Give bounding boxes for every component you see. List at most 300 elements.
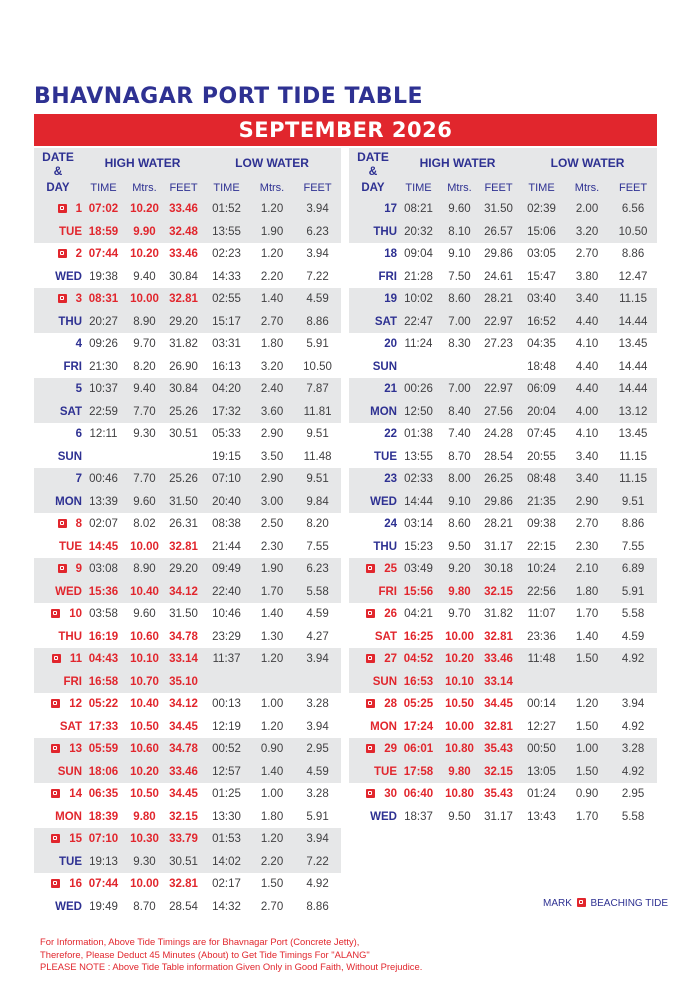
hw-feet-cell: 34.12 [164,581,203,604]
date-number: 10 [69,608,82,621]
lw-feet-cell: 11.15 [609,446,657,469]
lw-feet-cell: 6.89 [609,558,657,581]
lw-time-cell: 17:32 [203,401,250,424]
lw-mtrs-cell: 2.70 [250,896,294,919]
day-cell: FRI [349,581,397,604]
lw-time-cell: 20:04 [518,401,565,424]
hw-mtrs-cell: 8.90 [125,311,164,334]
hw-feet-cell: 32.48 [164,221,203,244]
hw-mtrs-cell: 8.40 [440,401,479,424]
tide-row [349,311,657,334]
lw-feet-cell: 10.50 [294,356,341,379]
hw-time-cell [397,356,440,379]
low-water-header: LOW WATER [518,148,657,178]
low-water-header: LOW WATER [203,148,341,178]
day-cell: SAT [34,716,82,739]
hw-mtrs-cell: 8.60 [440,288,479,311]
lw-feet-cell: 8.86 [294,896,341,919]
hw-time-cell: 16:25 [397,626,440,649]
hw-mtrs-cell: 9.80 [440,581,479,604]
lw-time-cell: 02:23 [203,243,250,266]
hw-time-cell: 19:13 [82,851,125,874]
hw-feet-cell: 32.81 [164,536,203,559]
hw-mtrs-cell: 7.70 [125,401,164,424]
lw-feet-cell: 7.87 [294,378,341,401]
lw-mtrs-cell: 2.70 [565,513,609,536]
lw-feet-cell: 3.28 [609,738,657,761]
lw-mtrs-cell: 1.50 [565,761,609,784]
date-number: 22 [384,428,397,441]
hw-mtrs-cell: 10.60 [125,738,164,761]
high-water-header: HIGH WATER [82,148,203,178]
lw-time-cell [518,671,565,694]
hw-feet-cell: 26.90 [164,356,203,379]
hw-feet-cell: 28.21 [479,513,518,536]
hw-time-cell: 16:53 [397,671,440,694]
hw-feet-cell [479,356,518,379]
hw-mtrs-cell: 8.70 [440,446,479,469]
lw-time-cell: 23:29 [203,626,250,649]
amp-header: & [53,164,63,178]
lw-time-cell: 18:48 [518,356,565,379]
hw-mtrs-cell: 10.20 [440,648,479,671]
hw-feet-cell: 33.14 [164,648,203,671]
tide-row [34,356,341,379]
hw-feet-cell: 29.86 [479,491,518,514]
date-number: 25 [384,563,397,576]
hw-feet-cell: 26.25 [479,468,518,491]
lw-time-cell: 03:31 [203,333,250,356]
hw-feet-cell: 34.78 [164,738,203,761]
hw-feet-header: FEET [164,178,203,198]
date-cell [349,243,397,266]
lw-feet-cell: 14.44 [609,356,657,379]
date-day-header [34,148,82,178]
hw-time-cell: 03:08 [82,558,125,581]
lw-mtrs-cell: 3.50 [250,446,294,469]
lw-time-cell: 22:40 [203,581,250,604]
lw-time-cell: 13:30 [203,806,250,829]
lw-mtrs-cell: 0.90 [565,783,609,806]
tide-row [34,806,341,829]
hw-feet-cell: 34.45 [164,783,203,806]
hw-mtrs-cell: 10.80 [440,783,479,806]
lw-mtrs-cell: 3.60 [250,401,294,424]
lw-mtrs-cell: 2.30 [565,536,609,559]
lw-mtrs-cell [565,671,609,694]
lw-feet-cell: 4.92 [294,873,341,896]
tide-row [349,468,657,491]
lw-mtrs-cell: 1.70 [565,806,609,829]
hw-feet-cell: 28.54 [479,446,518,469]
hw-time-cell: 07:02 [82,198,125,221]
amp-header: & [368,164,378,178]
hw-mtrs-cell: 9.20 [440,558,479,581]
lw-time-cell: 22:15 [518,536,565,559]
beaching-tide-mark-icon [52,654,61,663]
lw-time-cell: 02:55 [203,288,250,311]
hw-mtrs-cell: 7.00 [440,311,479,334]
hw-mtrs-cell: 8.90 [125,558,164,581]
hw-mtrs-cell: 9.60 [440,198,479,221]
lw-feet-cell: 3.94 [609,693,657,716]
date-cell [34,198,82,221]
beaching-tide-mark-icon [51,699,60,708]
hw-feet-cell: 33.46 [164,243,203,266]
lw-feet-cell: 13.12 [609,401,657,424]
hw-time-cell: 17:24 [397,716,440,739]
lw-mtrs-cell [250,671,294,694]
hw-mtrs-cell: 7.40 [440,423,479,446]
lw-mtrs-cell: 4.40 [565,378,609,401]
hw-feet-cell: 24.28 [479,423,518,446]
lw-mtrs-cell: 1.20 [565,693,609,716]
lw-time-cell: 13:55 [203,221,250,244]
date-day-header [349,148,397,178]
date-number: 16 [69,878,82,891]
lw-time-cell: 12:19 [203,716,250,739]
hw-feet-cell: 35.10 [164,671,203,694]
date-cell [34,603,82,626]
hw-feet-cell: 33.46 [479,648,518,671]
date-cell [349,693,397,716]
lw-mtrs-cell: 2.20 [250,851,294,874]
beaching-tide-mark-icon [58,249,67,258]
hw-mtrs-cell: 9.30 [125,851,164,874]
tide-row [34,603,341,626]
hw-time-cell: 16:19 [82,626,125,649]
hw-feet-cell: 34.78 [164,626,203,649]
date-cell [349,198,397,221]
lw-mtrs-cell: 1.40 [250,288,294,311]
lw-feet-cell: 2.95 [294,738,341,761]
lw-feet-cell: 4.59 [609,626,657,649]
tide-row [34,783,341,806]
hw-time-cell: 14:44 [397,491,440,514]
tide-row [34,896,341,919]
day-cell: MON [349,716,397,739]
lw-time-cell: 11:37 [203,648,250,671]
tide-row [349,603,657,626]
lw-mtrs-cell: 1.00 [250,693,294,716]
tide-row [349,761,657,784]
lw-time-cell: 09:38 [518,513,565,536]
lw-time-cell: 07:10 [203,468,250,491]
date-number: 24 [384,518,397,531]
beaching-tide-mark-icon [58,204,67,213]
date-cell [349,468,397,491]
date-header: DATE [357,150,389,164]
date-cell [34,648,82,671]
hw-feet-cell [164,446,203,469]
hw-feet-cell: 31.17 [479,806,518,829]
lw-mtrs-cell: 1.80 [250,806,294,829]
hw-mtrs-cell [440,356,479,379]
date-cell [34,738,82,761]
lw-feet-cell: 7.22 [294,851,341,874]
hw-time-cell: 18:37 [397,806,440,829]
lw-mtrs-cell: 1.50 [565,716,609,739]
date-number: 14 [69,788,82,801]
date-number: 5 [75,383,82,396]
tide-row [34,851,341,874]
lw-mtrs-cell: 3.40 [565,446,609,469]
date-number: 3 [75,293,82,306]
hw-feet-cell: 31.50 [164,491,203,514]
hw-mtrs-cell: 9.70 [440,603,479,626]
tide-row [349,288,657,311]
hw-mtrs-cell: 10.00 [125,536,164,559]
lw-time-cell: 03:05 [518,243,565,266]
beaching-tide-mark-icon [51,609,60,618]
date-cell [34,693,82,716]
lw-mtrs-cell: 2.30 [250,536,294,559]
lw-time-cell: 13:43 [518,806,565,829]
lw-time-cell: 01:52 [203,198,250,221]
date-number: 12 [69,698,82,711]
hw-time-cell: 13:39 [82,491,125,514]
hw-time-cell: 19:38 [82,266,125,289]
lw-feet-cell: 4.59 [294,288,341,311]
hw-feet-cell: 31.17 [479,536,518,559]
date-number: 28 [384,698,397,711]
hw-feet-cell: 32.15 [164,806,203,829]
hw-mtrs-cell: 8.02 [125,513,164,536]
lw-feet-cell: 7.22 [294,266,341,289]
lw-mtrs-cell: 3.00 [250,491,294,514]
lw-mtrs-cell: 1.40 [565,626,609,649]
date-number: 20 [384,338,397,351]
date-cell [349,648,397,671]
date-number: 17 [384,203,397,216]
hw-feet-cell: 30.18 [479,558,518,581]
lw-time-cell: 21:44 [203,536,250,559]
tide-row [34,198,341,221]
lw-mtrs-cell: 2.00 [565,198,609,221]
hw-feet-cell: 33.46 [164,761,203,784]
tide-row [34,693,341,716]
date-number: 19 [384,293,397,306]
beaching-tide-mark-icon [51,789,60,798]
lw-mtrs-cell: 1.40 [250,761,294,784]
hw-feet-cell: 31.50 [479,198,518,221]
date-number: 23 [384,473,397,486]
legend-prefix: MARK [543,898,572,909]
hw-mtrs-cell: 8.70 [125,896,164,919]
lw-feet-cell: 9.51 [294,423,341,446]
lw-mtrs-cell: 1.90 [250,221,294,244]
beaching-tide-mark-icon [58,564,67,573]
lw-feet-cell: 5.91 [294,806,341,829]
hw-mtrs-cell: 9.10 [440,491,479,514]
lw-time-cell: 14:02 [203,851,250,874]
hw-mtrs-cell: 9.70 [125,333,164,356]
hw-feet-cell: 34.12 [164,693,203,716]
hw-mtrs-cell: 10.00 [440,716,479,739]
lw-mtrs-cell: 1.20 [250,648,294,671]
hw-time-cell: 06:35 [82,783,125,806]
legend [543,898,668,909]
day-cell: FRI [34,356,82,379]
tide-row [349,581,657,604]
lw-time-cell: 02:17 [203,873,250,896]
day-cell: FRI [34,671,82,694]
hw-feet-cell: 32.81 [164,288,203,311]
tide-row [34,446,341,469]
lw-mtrs-cell: 1.80 [250,333,294,356]
footer-note: For Information, Above Tide Timings are for Bhavnagar Port (Concrete Jetty), [40,936,360,947]
tide-row [34,401,341,424]
lw-feet-cell: 8.86 [609,513,657,536]
hw-feet-cell: 28.21 [479,288,518,311]
lw-feet-cell: 2.95 [609,783,657,806]
hw-feet-cell: 33.79 [164,828,203,851]
date-cell [349,423,397,446]
day-cell: WED [34,266,82,289]
lw-mtrs-cell: 4.10 [565,423,609,446]
hw-time-cell: 13:55 [397,446,440,469]
lw-mtrs-cell: 3.20 [250,356,294,379]
lw-time-cell: 01:53 [203,828,250,851]
beaching-tide-mark-icon [51,879,60,888]
day-cell: TUE [34,221,82,244]
lw-mtrs-cell: 2.20 [250,266,294,289]
lw-mtrs-cell: 1.90 [250,558,294,581]
hw-mtrs-cell: 10.20 [125,243,164,266]
lw-mtrs-cell: 4.40 [565,356,609,379]
hw-time-cell: 10:37 [82,378,125,401]
lw-feet-cell: 6.56 [609,198,657,221]
date-number: 27 [384,653,397,666]
lw-mtrs-cell: 2.70 [250,311,294,334]
date-cell [34,333,82,356]
hw-mtrs-cell: 8.30 [440,333,479,356]
day-cell: SAT [349,311,397,334]
lw-time-cell: 14:33 [203,266,250,289]
date-cell [34,513,82,536]
date-number: 8 [75,518,82,531]
hw-feet-cell: 32.81 [479,626,518,649]
hw-time-cell: 16:58 [82,671,125,694]
day-cell: FRI [349,266,397,289]
hw-feet-cell: 26.31 [164,513,203,536]
hw-feet-cell: 30.84 [164,378,203,401]
lw-mtrs-cell: 2.90 [250,423,294,446]
beaching-tide-mark-icon [51,834,60,843]
hw-time-cell: 05:25 [397,693,440,716]
hw-time-cell: 18:06 [82,761,125,784]
hw-feet-cell: 30.51 [164,423,203,446]
lw-feet-cell: 5.58 [294,581,341,604]
hw-feet-cell: 29.20 [164,311,203,334]
hw-time-cell: 18:59 [82,221,125,244]
date-number: 9 [75,563,82,576]
tide-row [34,221,341,244]
hw-time-cell: 07:44 [82,873,125,896]
lw-time-cell: 00:14 [518,693,565,716]
lw-mtrs-cell: 1.70 [565,603,609,626]
lw-feet-cell: 5.58 [609,806,657,829]
hw-time-cell: 03:58 [82,603,125,626]
tide-row [349,783,657,806]
day-cell: TUE [349,761,397,784]
lw-time-cell: 15:47 [518,266,565,289]
lw-mtrs-cell: 3.20 [565,221,609,244]
date-number: 7 [75,473,82,486]
tide-row [34,581,341,604]
tide-row [349,401,657,424]
lw-mtrs-cell: 1.20 [250,716,294,739]
hw-time-cell: 15:36 [82,581,125,604]
hw-feet-cell: 32.81 [164,873,203,896]
hw-time-cell: 20:27 [82,311,125,334]
hw-feet-cell: 31.82 [479,603,518,626]
lw-feet-cell: 8.86 [609,243,657,266]
hw-feet-cell: 28.54 [164,896,203,919]
date-number: 2 [75,248,82,261]
lw-feet-cell: 9.84 [294,491,341,514]
lw-time-cell: 08:38 [203,513,250,536]
tide-row [349,513,657,536]
hw-feet-cell: 31.50 [164,603,203,626]
hw-time-cell: 05:59 [82,738,125,761]
hw-time-cell: 22:59 [82,401,125,424]
lw-time-cell: 15:17 [203,311,250,334]
lw-time-cell: 23:36 [518,626,565,649]
lw-feet-cell: 6.23 [294,221,341,244]
hw-mtrs-cell: 10.00 [125,873,164,896]
hw-time-cell: 00:46 [82,468,125,491]
lw-time-cell: 05:33 [203,423,250,446]
hw-feet-cell: 29.20 [164,558,203,581]
lw-mtrs-cell: 4.40 [565,311,609,334]
lw-feet-cell: 9.51 [294,468,341,491]
hw-feet-cell: 27.23 [479,333,518,356]
date-cell [349,513,397,536]
date-number: 26 [384,608,397,621]
lw-time-cell: 20:40 [203,491,250,514]
hw-mtrs-cell: 10.40 [125,581,164,604]
hw-feet-cell: 26.57 [479,221,518,244]
lw-feet-header: FEET [294,178,341,198]
lw-mtrs-cell: 4.10 [565,333,609,356]
hw-mtrs-cell: 10.80 [440,738,479,761]
hw-feet-cell: 30.51 [164,851,203,874]
hw-time-cell: 04:52 [397,648,440,671]
lw-time-cell: 12:57 [203,761,250,784]
date-number: 4 [75,338,82,351]
date-cell [349,738,397,761]
tide-row [34,423,341,446]
hw-feet-cell: 25.26 [164,401,203,424]
day-cell: MON [34,491,82,514]
date-cell [34,873,82,896]
date-number: 11 [69,653,82,666]
date-cell [34,558,82,581]
lw-mtrs-cell: 2.40 [250,378,294,401]
lw-time-cell: 08:48 [518,468,565,491]
hw-mtrs-cell: 10.50 [440,693,479,716]
lw-time-cell: 01:24 [518,783,565,806]
lw-mtrs-cell: 3.40 [565,468,609,491]
date-cell [34,423,82,446]
lw-mtrs-cell: 2.90 [565,491,609,514]
date-cell [349,378,397,401]
hw-mtrs-cell: 8.60 [440,513,479,536]
hw-mtrs-cell: 10.20 [125,198,164,221]
hw-time-cell: 03:49 [397,558,440,581]
lw-feet-cell: 4.27 [294,626,341,649]
